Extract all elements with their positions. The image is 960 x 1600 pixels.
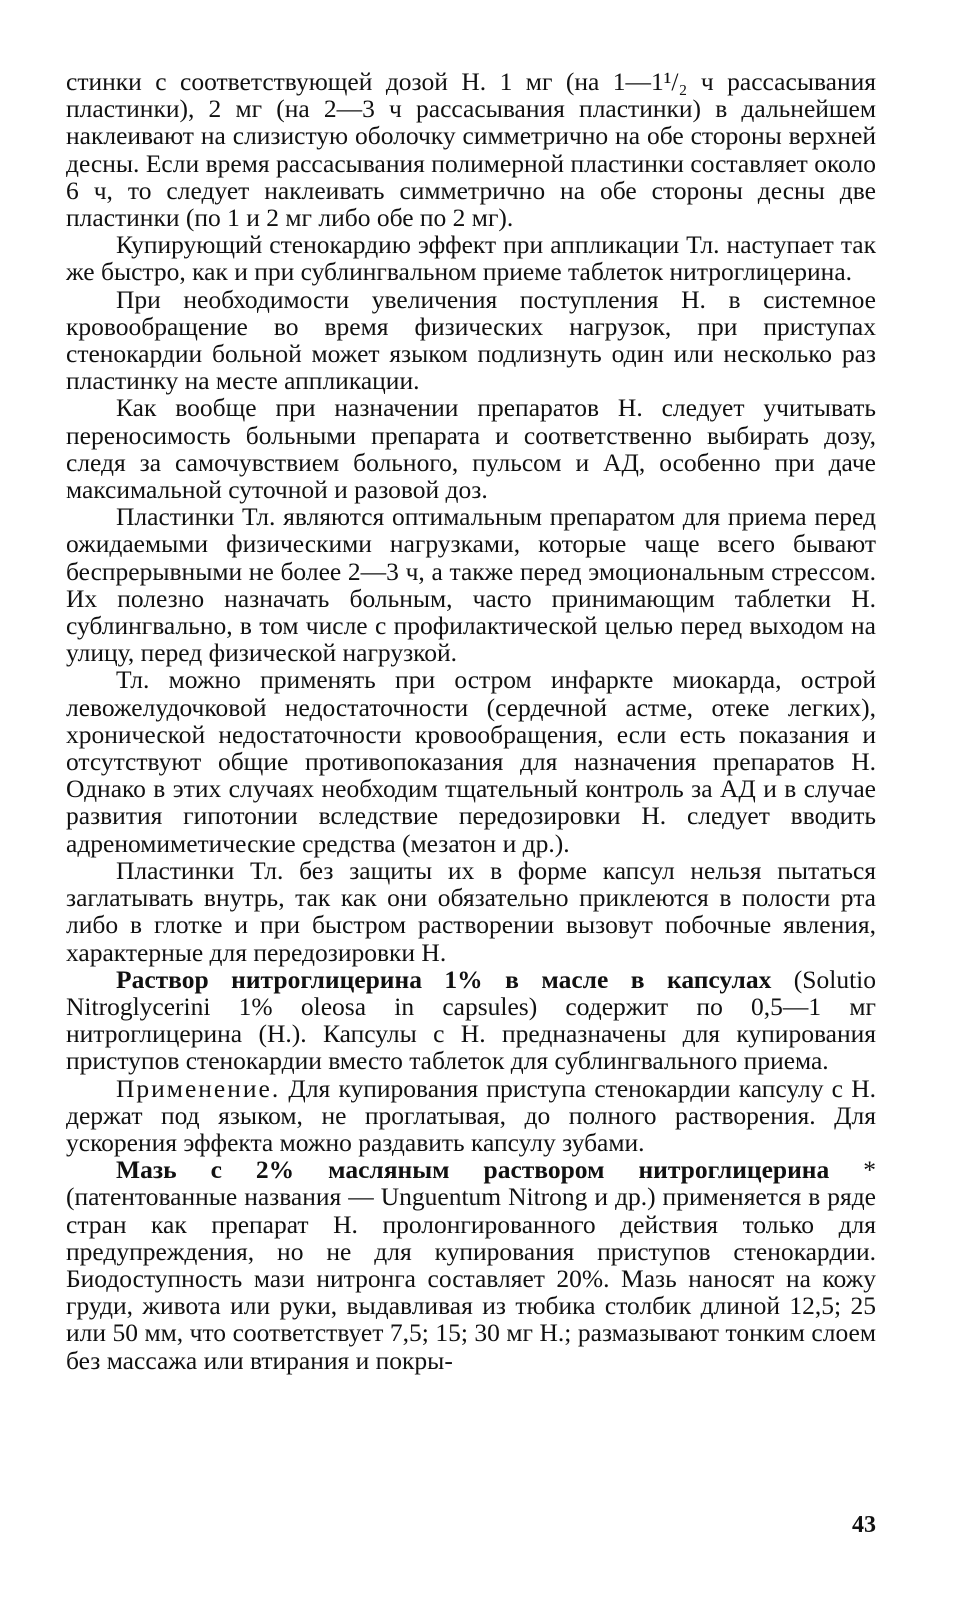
paragraph-10: [66, 1156, 876, 1374]
page-number: 43: [852, 1512, 876, 1538]
paragraph-8-text: (Solutio Nitroglycerini 1% oleosa in capsules) содержит по 0,5—1 мг нитроглицерина (Н.). Капсулы с Н. предназначены для купирования приступов стенокардии вместо таблеток для сублингвального приема.: [66, 964, 876, 1076]
paragraph-7: [66, 857, 876, 966]
paragraph-6-text: Тл. можно применять при остром инфаркте миокарда, острой левожелудочковой недостаточности (сердечной астме, отеке легких), хронической недостаточности кровообращения, если есть показания и отсутствуют общие противопоказания для назначения препаратов Н. Однако в этих случаях необходим тщательный контроль за АД и в случае развития гипотонии вследствие передозировки Н. следует вводить адреномиметические средства (мезатон и др.).: [66, 665, 876, 858]
paragraph-1: [66, 68, 876, 231]
paragraph-2-text: Купирующий стенокардию эффект при аппликации Тл. наступает так же быстро, как и при сублингвальном приеме таблеток нитроглицерина.: [66, 230, 876, 287]
paragraph-3: [66, 286, 876, 395]
paragraph-6: [66, 666, 876, 856]
paragraph-1-text: стинки с соответствующей дозой Н. 1 мг (на 1—1¹/₂ ч рассасывания пластинки), 2 мг (на 2—3 ч рассасывания пластинки) в дальнейшем наклеивают на слизистую оболочку симметрично на обе стороны верхней десны. Если время рассасывания полимерной пластинки составляет около 6 ч, то следует наклеивать симметрично на обе стороны десны две пластинки (по 1 и 2 мг либо обе по 2 мг).: [66, 67, 876, 233]
paragraph-5-text: Пластинки Тл. являются оптимальным препаратом для приема перед ожидаемыми физическими нагрузками, которые чаще всего бывают беспрерывными не более 2—3 ч, а также перед эмоциональным стрессом. Их полезно назначать больным, часто принимающим таблетки Н. сублингвально, в том числе с профилактической целью перед выходом на улицу, перед физической нагрузкой.: [66, 502, 876, 668]
paragraph-4: [66, 394, 876, 503]
page-body: [66, 68, 876, 1374]
paragraph-7-text: Пластинки Тл. без защиты их в форме капсул нельзя пытаться заглатывать внутрь, так как они обязательно приклеются в полости рта либо в глотке и при быстром растворении вызовут побочные явления, характерные для передозировки Н.: [66, 855, 876, 967]
paragraph-10-text: * (патентованные названия — Unguentum Nitrong и др.) применяется в ряде стран как препарат Н. пролонгированного действия только для предупреждения, но не для купирования приступов стенокардии. Биодоступность мази нитронга составляет 20%. Мазь наносят на кожу груди, живота или руки, выдавливая из тюбика столбик длиной 12,5; 25 или 50 мм, что соответствует 7,5; 15; 30 мг Н.; размазывают тонким слоем без массажа или втирания и покры-: [66, 1155, 876, 1375]
paragraph-5: [66, 503, 876, 666]
paragraph-8: [66, 966, 876, 1075]
paragraph-9: [66, 1075, 876, 1157]
paragraph-2: [66, 231, 876, 285]
paragraph-3-text: При необходимости увеличения поступления Н. в системное кровообращение во время физических нагрузок, при приступах стенокардии больной может языком подлизнуть один или несколько раз пластинку на месте аппликации.: [66, 284, 876, 396]
paragraph-9-heading: Применение.: [116, 1073, 281, 1103]
paragraph-4-text: Как вообще при назначении препаратов Н. следует учитывать переносимость больными препарата и соответственно выбирать дозу, следя за самочувствием больного, пульсом и АД, особенно при даче максимальной суточной и разовой доз.: [66, 393, 876, 505]
paragraph-10-heading: Мазь с 2% масляным раствором нитроглицерина: [116, 1155, 830, 1185]
paragraph-8-heading: Раствор нитроглицерина 1% в масле в капсулах: [116, 964, 772, 994]
paragraph-9-text: Для купирования приступа стенокардии капсулу с Н. держат под языком, не проглатывая, до полного растворения. Для ускорения эффекта можно раздавить капсулу зубами.: [66, 1073, 876, 1157]
